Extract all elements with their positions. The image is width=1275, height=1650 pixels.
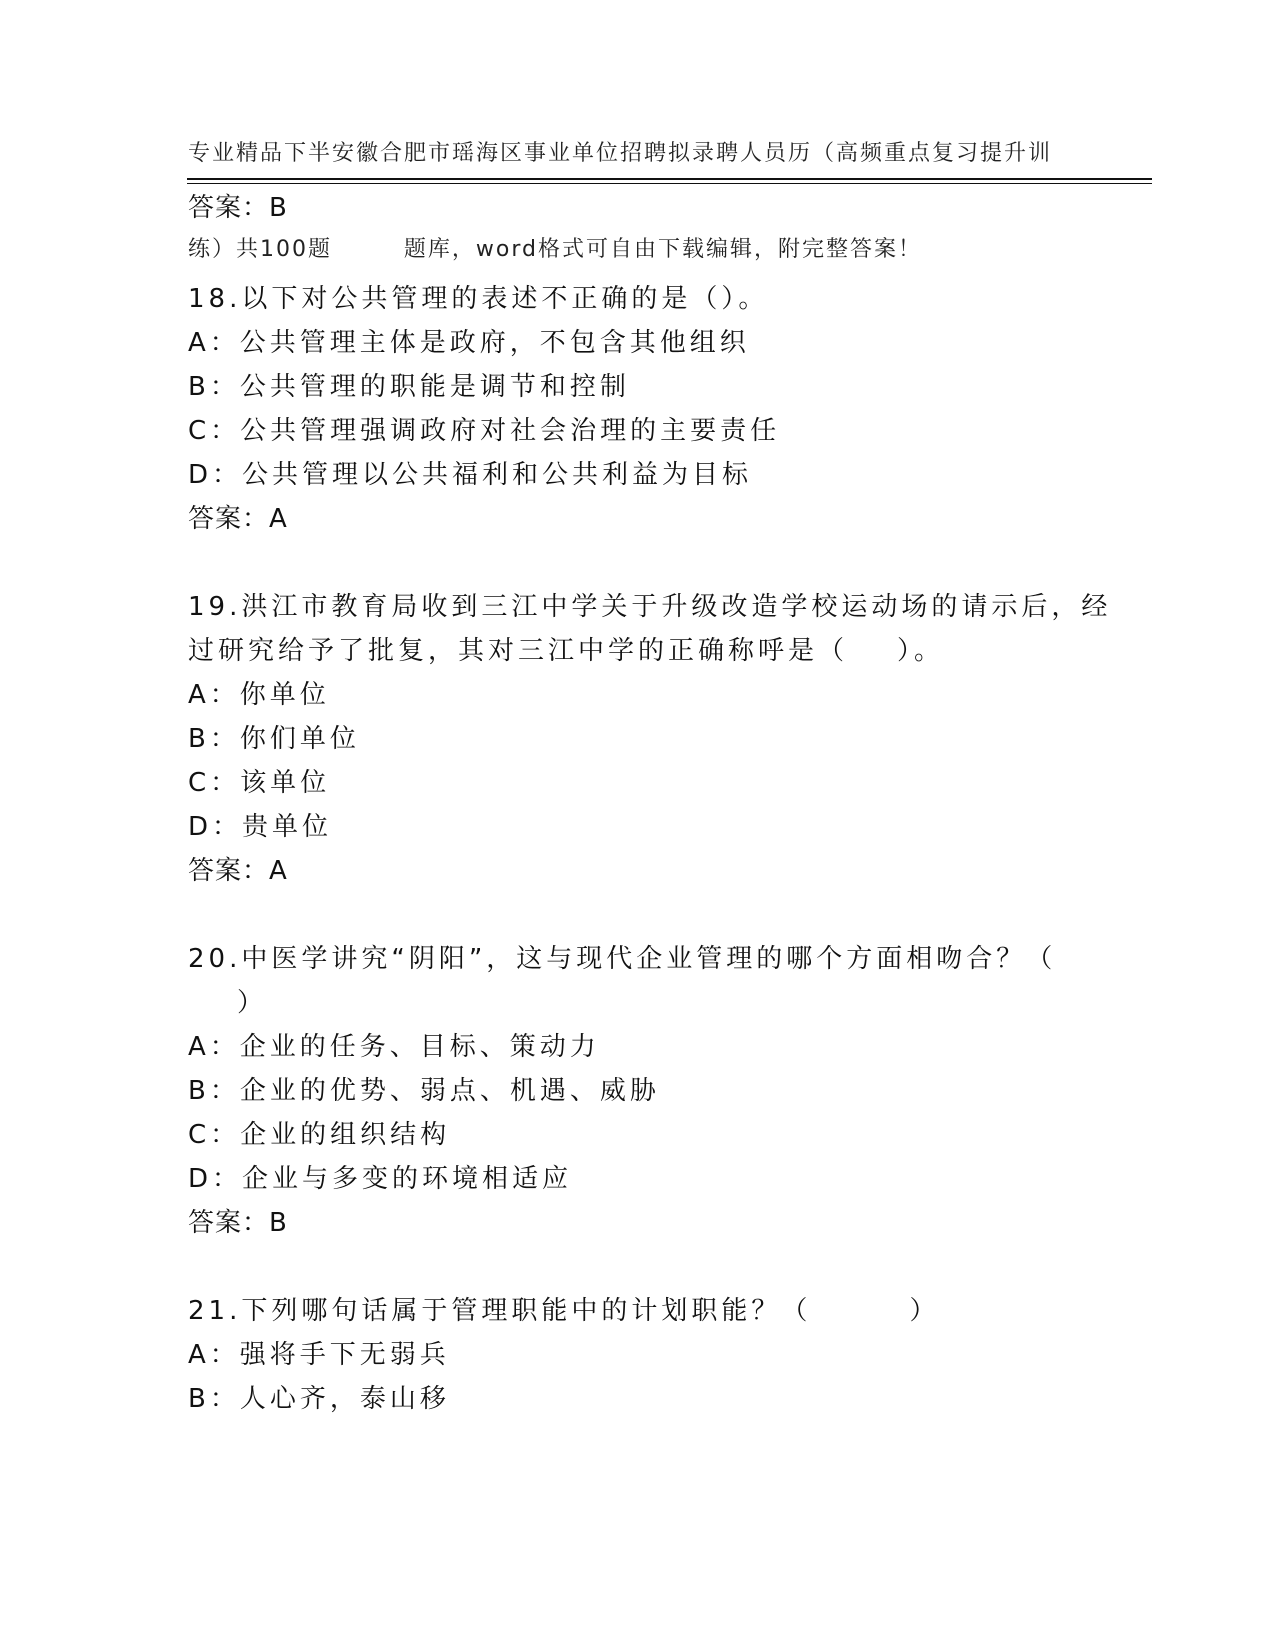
question-20-option-d: D：企业与多变的环境相适应 xyxy=(188,1164,573,1194)
header-rule-thick xyxy=(187,178,1152,180)
question-20-stem-line-2: ） xyxy=(188,988,268,1018)
question-19-option-b: B：你们单位 xyxy=(188,724,360,754)
question-18-answer: 答案：A xyxy=(188,504,288,534)
header-line-1: 专业精品下半安徽合肥市瑶海区事业单位招聘拟录聘人员历（高频重点复习提升训 xyxy=(188,141,1053,166)
question-20-option-c: C：企业的组织结构 xyxy=(188,1120,451,1150)
question-19-option-a: A：你单位 xyxy=(188,680,330,710)
question-20-option-a: A：企业的任务、目标、策动力 xyxy=(188,1032,600,1062)
question-20-stem-line-1: 20.中医学讲究“阴阳”，这与现代企业管理的哪个方面相吻合？（ xyxy=(188,944,1057,974)
question-19-stem-line-2: 过研究给予了批复，其对三江中学的正确称呼是（ ）。 xyxy=(188,636,945,666)
header-rule-thin xyxy=(187,183,1152,184)
question-19-option-c: C：该单位 xyxy=(188,768,331,798)
question-19-answer: 答案：A xyxy=(188,856,288,886)
question-18-option-a: A：公共管理主体是政府，不包含其他组织 xyxy=(188,328,750,358)
question-18-option-d: D：公共管理以公共福利和公共利益为目标 xyxy=(188,460,753,490)
question-20-option-b: B：企业的优势、弱点、机遇、威胁 xyxy=(188,1076,660,1106)
question-21-option-a: A：强将手下无弱兵 xyxy=(188,1340,450,1370)
question-19-stem-line-1: 19.洪江市教育局收到三江中学关于升级改造学校运动场的请示后，经 xyxy=(188,592,1112,622)
question-18-option-c: C：公共管理强调政府对社会治理的主要责任 xyxy=(188,416,781,446)
question-19-option-d: D：贵单位 xyxy=(188,812,333,842)
question-18-option-b: B：公共管理的职能是调节和控制 xyxy=(188,372,630,402)
question-18-stem: 18.以下对公共管理的表述不正确的是（）。 xyxy=(188,284,769,314)
header-line-2: 练）共100题 题库，word格式可自由下载编辑，附完整答案！ xyxy=(188,237,923,262)
question-21-option-b: B：人心齐，泰山移 xyxy=(188,1384,450,1414)
answer-previous: 答案：B xyxy=(188,193,288,223)
question-20-answer: 答案：B xyxy=(188,1208,288,1238)
question-21-stem: 21.下列哪句话属于管理职能中的计划职能？（ ） xyxy=(188,1296,940,1326)
